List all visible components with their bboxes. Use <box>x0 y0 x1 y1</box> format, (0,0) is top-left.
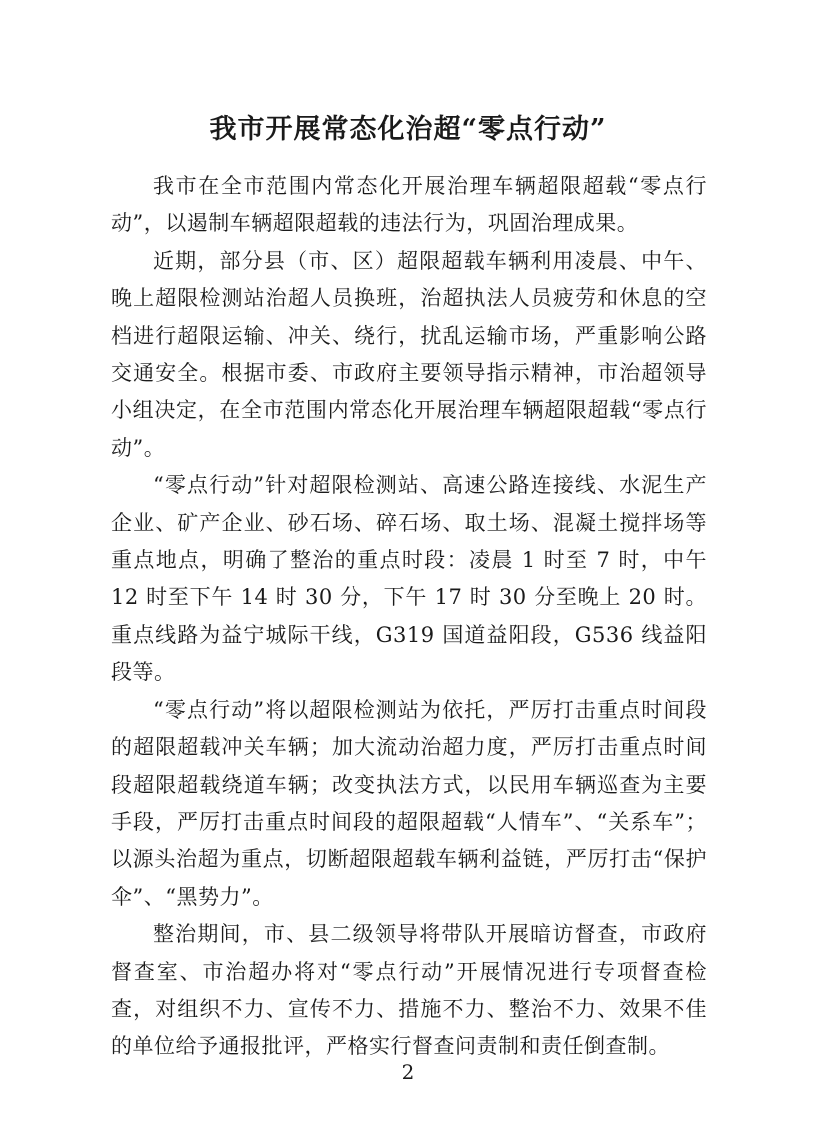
page-number: 2 <box>401 1060 415 1084</box>
paragraph-background: 近期，部分县（市、区）超限超载车辆利用凌晨、中午、晚上超限检测站治超人员换班，治超执法人员疲劳和休息的空档进行超限运输、冲关、绕行，扰乱运输市场，严重影响公路交通安全。根据市委、市政府主要领导指示精神，市治超领导小组决定，在全市范围内常态化开展治理车辆超限超载“零点行动”。 <box>111 248 707 460</box>
paragraph-targets: “零点行动”针对超限检测站、高速公路连接线、水泥生产企业、矿产企业、砂石场、碎石场、取土场、混凝土搅拌场等重点地点，明确了整治的重点时段：凌晨 1 时至 7 时，中午 12 时至下午 14 时 30 分，下午 17 时 30 分至晚上 20 时。重点线路为益宁城际干线，G319 国道益阳段，G536 线益阳段等。 <box>111 473 707 685</box>
article-body <box>111 168 707 1066</box>
paragraph-measures: “零点行动”将以超限检测站为依托，严厉打击重点时间段的超限超载冲关车辆；加大流动治超力度，严厉打击重点时间段超限超载绕道车辆；改变执法方式，以民用车辆巡查为主要手段，严厉打击重点时间段的超限超载“人情车”、“关系车”；以源头治超为重点，切断超限超载车辆利益链，严厉打击“保护伞”、“黑势力”。 <box>111 697 707 909</box>
paragraph-supervision: 整治期间，市、县二级领导将带队开展暗访督查，市政府督查室、市治超办将对“零点行动”开展情况进行专项督查检查，对组织不力、宣传不力、措施不力、整治不力、效果不佳的单位给予通报批评，严格实行督查问责制和责任倒查制。 <box>111 922 707 1059</box>
page-title: 我市开展常态化治超“零点行动” <box>209 114 607 145</box>
paragraph-intro: 我市在全市范围内常态化开展治理车辆超限超载“零点行动”，以遏制车辆超限超载的违法行为，巩固治理成果。 <box>111 174 707 236</box>
